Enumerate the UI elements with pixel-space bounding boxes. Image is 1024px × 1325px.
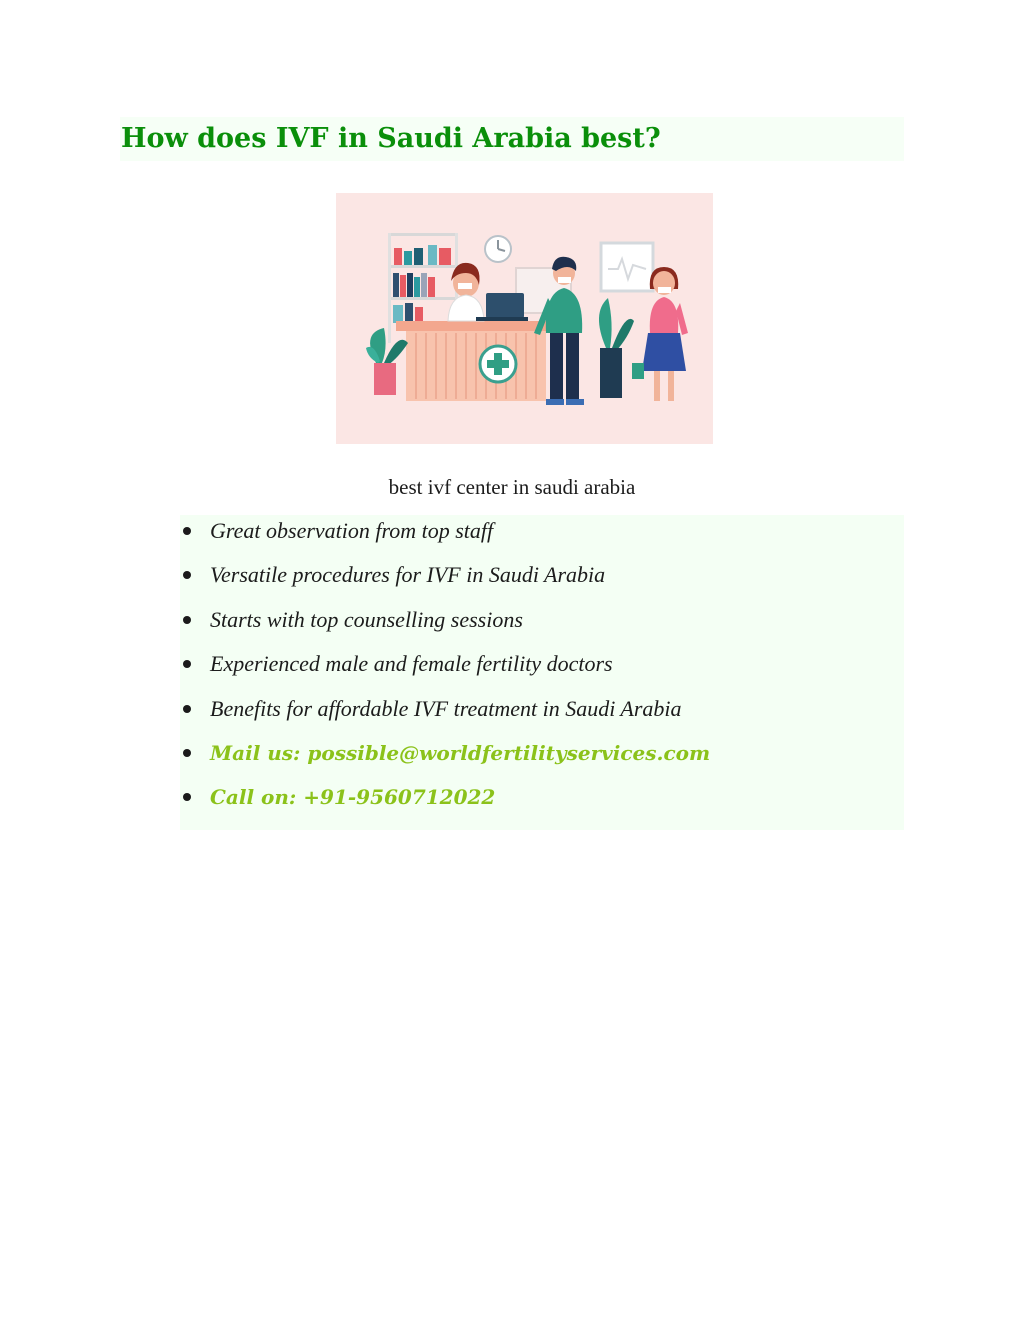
list-item (180, 553, 710, 597)
reception-desk (396, 321, 551, 401)
list-item-text: Benefits for affordable IVF treatment in Saudi Arabia (210, 695, 682, 721)
bullet-icon (183, 705, 191, 713)
medical-cross-icon (480, 346, 516, 382)
wall-clock-icon (485, 236, 511, 262)
list-item (180, 642, 710, 686)
bullet-icon (183, 616, 191, 624)
page-title: How does IVF in Saudi Arabia best? (121, 123, 661, 154)
list-item (180, 509, 710, 553)
list-item-text: Great observation from top staff (210, 518, 494, 543)
list-item (180, 598, 710, 642)
image-caption: best ivf center in saudi arabia (388, 475, 636, 499)
bullet-icon (183, 749, 191, 757)
list-item (180, 687, 710, 731)
list-item-text: Experienced male and female fertility doctors (210, 651, 613, 677)
heart-monitor-icon (601, 243, 653, 291)
contact-phone (180, 775, 710, 819)
bullet-icon (183, 571, 191, 579)
list-item-text: Starts with top counselling sessions (210, 606, 523, 632)
bullet-icon (183, 527, 191, 535)
list-item-text: Versatile procedures for IVF in Saudi Arabia (210, 562, 606, 588)
bullet-icon (183, 793, 191, 801)
feature-list (180, 509, 710, 820)
contact-phone-text[interactable]: Call on: +91-9560712022 (210, 785, 496, 810)
contact-mail (180, 731, 710, 775)
bullet-icon (183, 660, 191, 668)
contact-mail-text[interactable]: Mail us: possible@worldfertilityservices.com (210, 740, 711, 765)
clinic-reception-illustration (336, 193, 713, 444)
